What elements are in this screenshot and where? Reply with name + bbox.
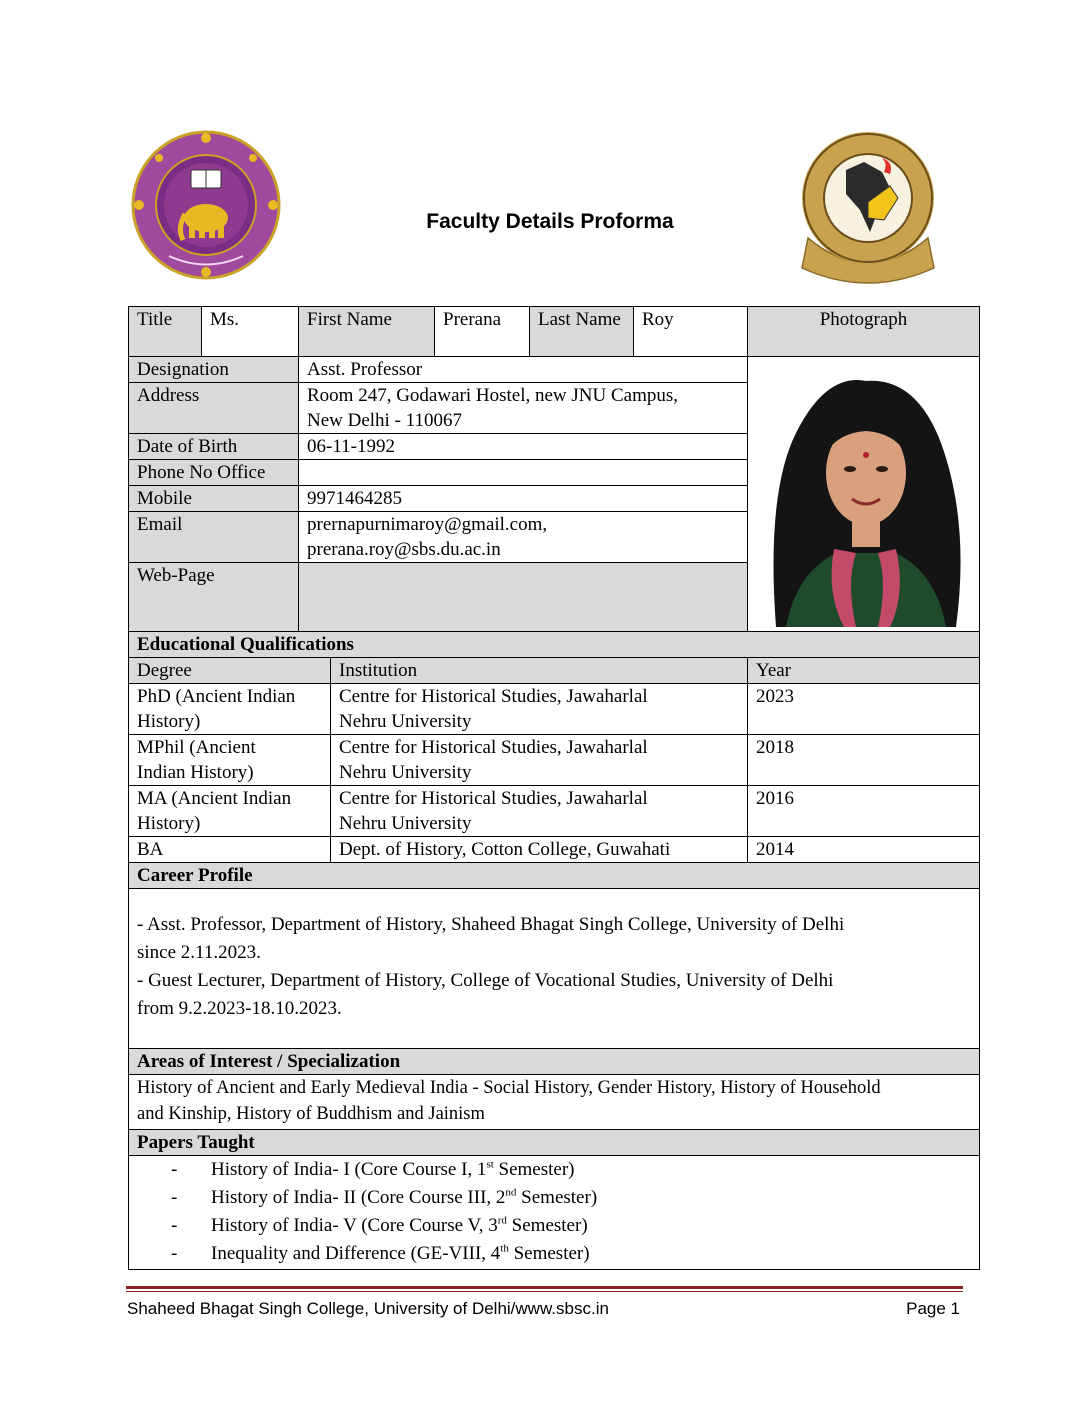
footer-divider-thin [126,1291,963,1292]
institution-cell [331,786,748,837]
institution-line: Nehru University [339,813,472,834]
institution-line: Centre for Historical Studies, Jawaharlal [339,788,648,809]
photograph-label: Photograph [748,307,980,357]
year-cell: 2014 [748,837,980,863]
list-item: - History of India- V (Core Course V, 3rd Semester) [171,1212,979,1240]
personal-details-table [128,306,980,637]
year-cell: 2023 [748,684,980,735]
email-line-2: prerana.roy@sbs.du.ac.in [307,539,501,560]
institution-line: Centre for Historical Studies, Jawaharlal [339,686,648,707]
career-line: from 9.2.2023-18.10.2023. [137,998,342,1019]
university-of-delhi-seal-icon [129,128,283,282]
address-value [299,383,748,434]
footer-divider [126,1286,963,1289]
institution-line: Centre for Historical Studies, Jawaharlal [339,737,648,758]
phone-office-value [299,460,748,486]
papers-list-cell [129,1156,980,1270]
photograph-cell [748,357,980,637]
dob-value: 06-11-1992 [299,434,748,460]
title-value: Ms. [202,307,299,357]
career-line: - Guest Lecturer, Department of History, College of Vocational Studies, University of Delhi [137,970,834,991]
degree-line: PhD (Ancient Indian [137,686,296,707]
interests-line: History of Ancient and Early Medieval India - Social History, Gender History, History of Household [137,1078,881,1098]
title-label: Title [129,307,202,357]
education-heading: Educational Qualifications [129,632,980,658]
degree-line: MPhil (Ancient [137,737,256,758]
career-profile-text [129,889,980,1049]
faculty-photo [756,373,970,627]
year-cell: 2016 [748,786,980,837]
list-item: - History of India- II (Core Course III, 2nd Semester) [171,1184,979,1212]
degree-cell [129,786,331,837]
sbs-college-emblem-icon [798,128,938,284]
mobile-value: 9971464285 [299,486,748,512]
last-name-value: Roy [634,307,748,357]
institution-column-header: Institution [331,658,748,684]
institution-cell [331,735,748,786]
degree-cell: BA [129,837,331,863]
degree-line: History) [137,711,201,732]
interests-line: and Kinship, History of Buddhism and Jainism [137,1104,485,1124]
interests-text [129,1075,980,1130]
institution-line: Nehru University [339,711,472,732]
list-item: - History of India- I (Core Course I, 1st Semester) [171,1156,979,1184]
table-row [129,735,980,786]
page-number: Page 1 [906,1299,960,1318]
last-name-label: Last Name [530,307,634,357]
webpage-value [299,563,748,637]
first-name-label: First Name [299,307,435,357]
designation-value: Asst. Professor [299,357,748,383]
papers-heading: Papers Taught [129,1130,980,1156]
list-item: - Inequality and Difference (GE-VIII, 4th Semester) [171,1240,979,1268]
year-cell: 2018 [748,735,980,786]
institution-line: Nehru University [339,762,472,783]
address-label: Address [129,383,299,434]
address-line-1: Room 247, Godawari Hostel, new JNU Campus, [307,385,678,406]
phone-office-label: Phone No Office [129,460,299,486]
first-name-value: Prerana [435,307,530,357]
qualifications-table [128,631,980,1270]
year-column-header: Year [748,658,980,684]
degree-line: History) [137,813,201,834]
career-heading: Career Profile [129,863,980,889]
page-title: Faculty Details Proforma [426,210,674,233]
email-value [299,512,748,563]
dob-label: Date of Birth [129,434,299,460]
table-row [129,786,980,837]
institution-cell: Dept. of History, Cotton College, Guwahati [331,837,748,863]
career-line: - Asst. Professor, Department of History, Shaheed Bhagat Singh College, University of Delhi [137,914,845,935]
table-row [129,684,980,735]
papers-list [137,1156,979,1268]
degree-column-header: Degree [129,658,331,684]
webpage-label: Web-Page [129,563,299,637]
career-line: since 2.11.2023. [137,942,261,963]
table-row [129,837,980,863]
institution-cell [331,684,748,735]
degree-cell [129,684,331,735]
email-line-1: prernapurnimaroy@gmail.com, [307,514,548,535]
footer-college-text: Shaheed Bhagat Singh College, University of Delhi/www.sbsc.in [127,1299,609,1318]
designation-label: Designation [129,357,299,383]
interests-heading: Areas of Interest / Specialization [129,1049,980,1075]
address-line-2: New Delhi - 110067 [307,410,462,431]
email-label: Email [129,512,299,563]
degree-cell [129,735,331,786]
degree-line: Indian History) [137,762,254,783]
degree-line: MA (Ancient Indian [137,788,292,809]
mobile-label: Mobile [129,486,299,512]
